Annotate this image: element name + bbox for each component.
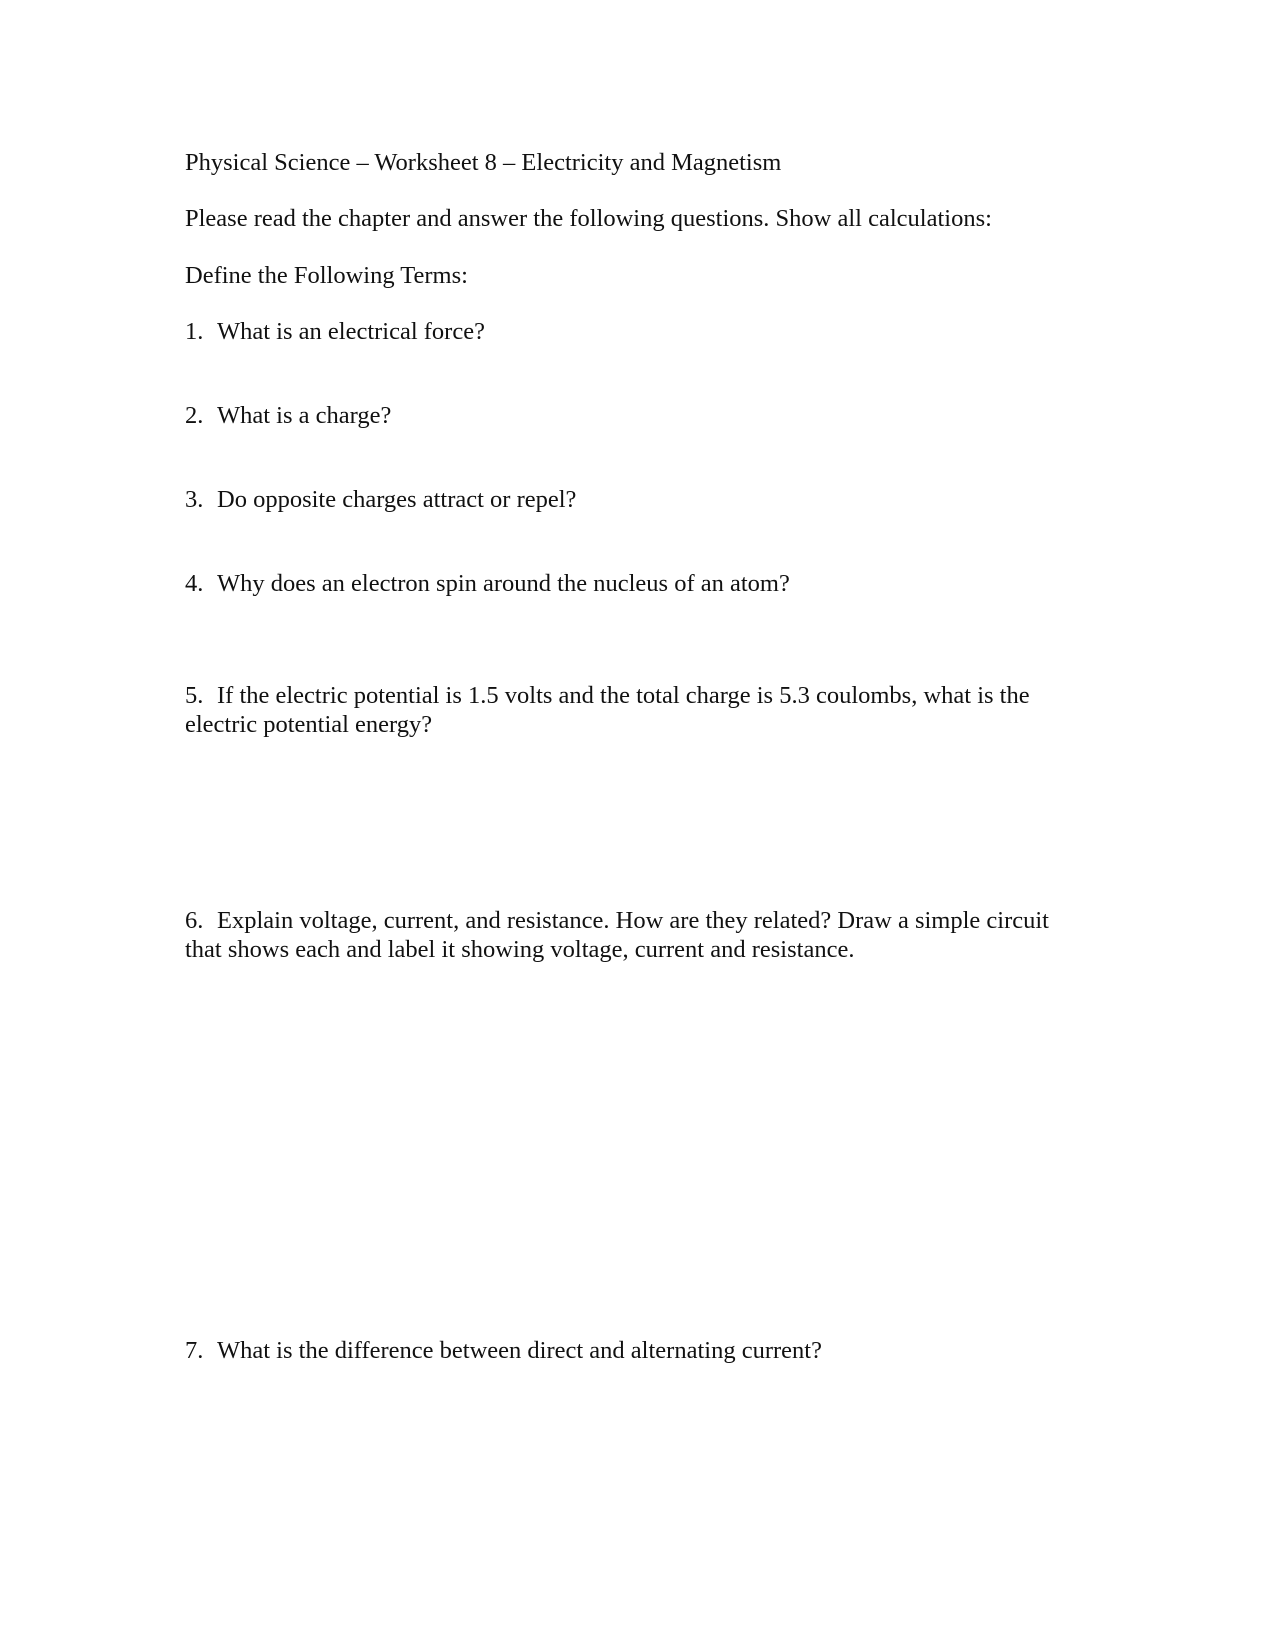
question-number: 4.	[185, 570, 204, 597]
question-number: 2.	[185, 402, 204, 429]
question-2	[185, 401, 391, 430]
question-text: What is the difference between direct and alternating current?	[217, 1337, 822, 1364]
question-text-line-2: that shows each and label it showing voltage, current and resistance.	[185, 936, 855, 963]
question-5	[185, 681, 1030, 739]
question-text: Do opposite charges attract or repel?	[217, 486, 577, 513]
question-6	[185, 906, 1049, 964]
question-number: 5.	[185, 682, 204, 709]
question-1	[185, 317, 485, 346]
question-text: Why does an electron spin around the nucleus of an atom?	[217, 570, 790, 597]
question-7	[185, 1336, 822, 1365]
question-number: 3.	[185, 486, 204, 513]
question-text: What is a charge?	[217, 402, 392, 429]
section-heading: Define the Following Terms:	[185, 262, 468, 289]
question-4	[185, 569, 790, 598]
question-3	[185, 485, 576, 514]
question-text-line-2: electric potential energy?	[185, 711, 433, 738]
question-number: 7.	[185, 1337, 204, 1364]
question-text-line-1: Explain voltage, current, and resistance. How are they related? Draw a simple circuit	[217, 907, 1049, 934]
question-number: 6.	[185, 907, 204, 934]
worksheet-title: Physical Science – Worksheet 8 – Electricity and Magnetism	[185, 149, 782, 176]
instructions-text: Please read the chapter and answer the following questions. Show all calculations:	[185, 205, 992, 232]
question-number: 1.	[185, 318, 204, 345]
question-text-line-1: If the electric potential is 1.5 volts and the total charge is 5.3 coulombs, what is the	[217, 682, 1030, 709]
question-text: What is an electrical force?	[217, 318, 485, 345]
